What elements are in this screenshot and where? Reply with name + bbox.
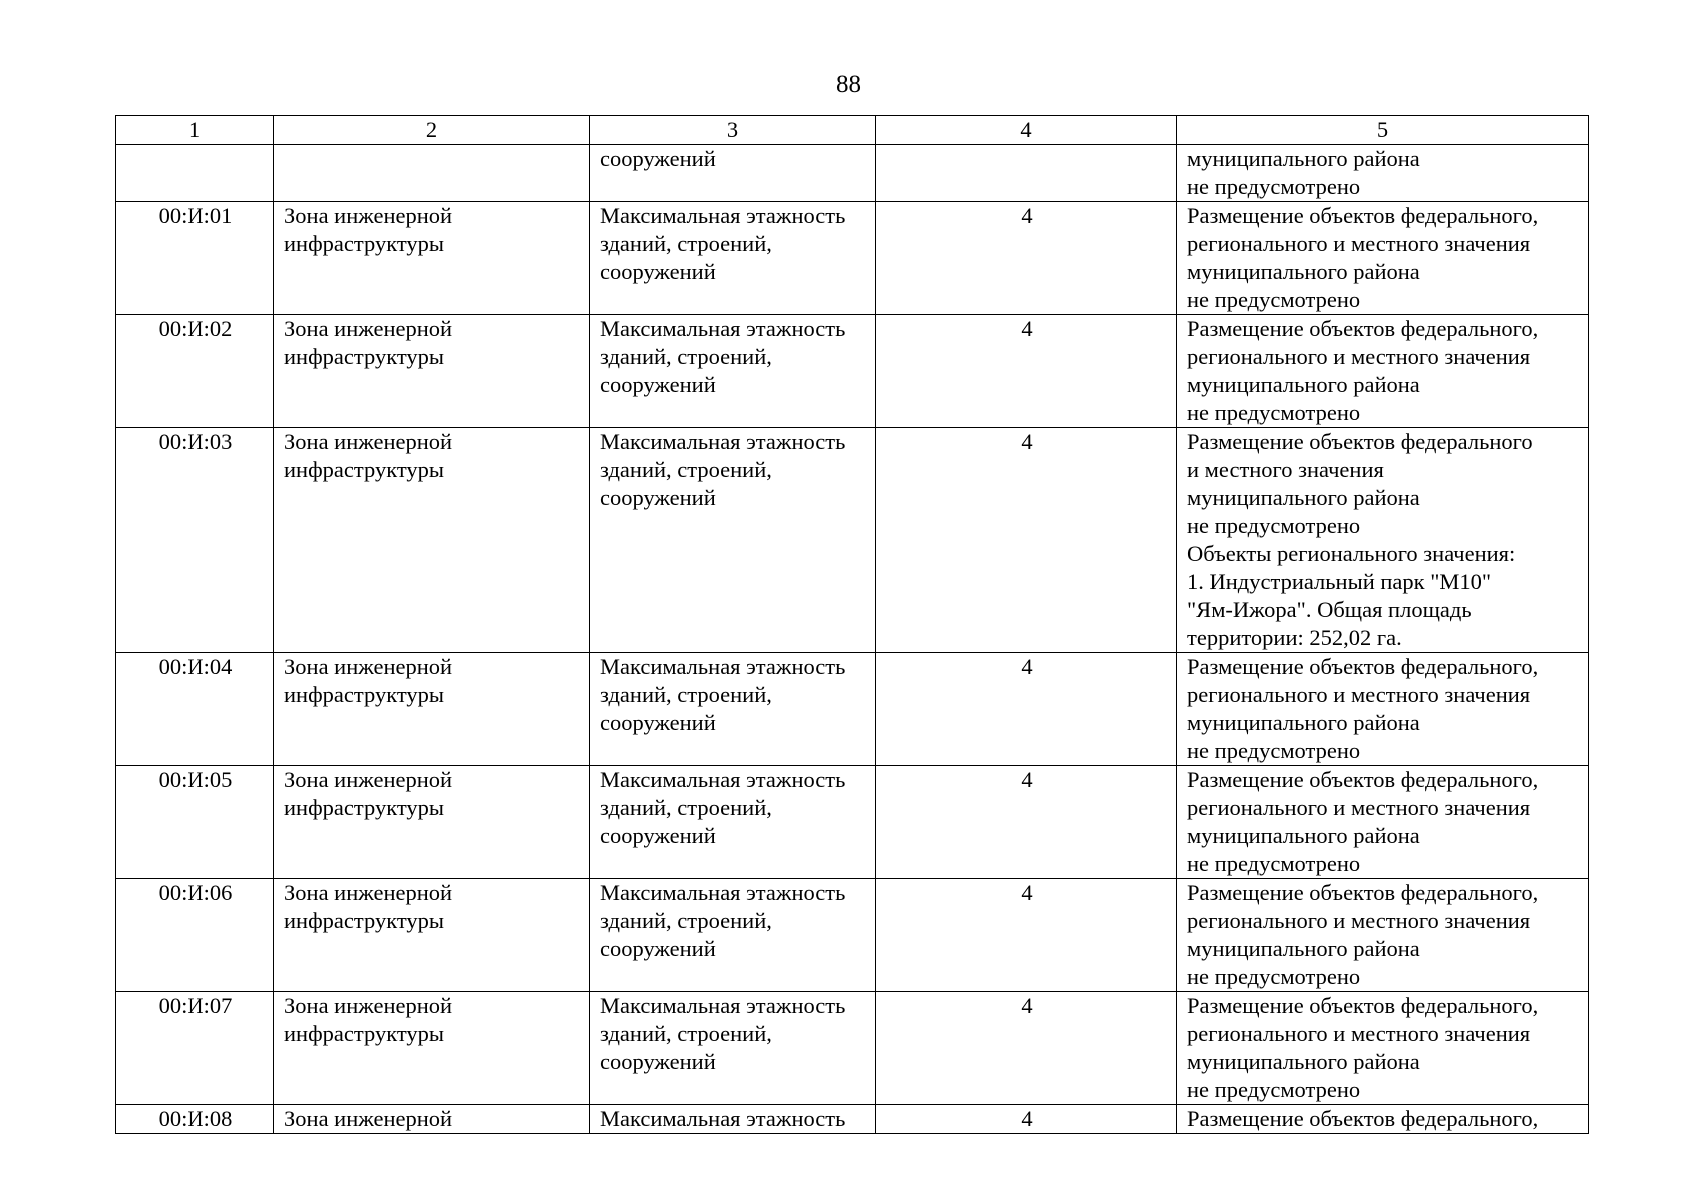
- cont-param-cell: сооружений: [590, 145, 876, 202]
- parameter-value: 4: [876, 879, 1177, 992]
- table-row: [116, 1105, 1589, 1134]
- zone-name: Зона инженерной инфраструктуры: [274, 653, 590, 766]
- parameter-name: Максимальная этажность зданий, строений, сооружений: [590, 428, 876, 653]
- parameter-name: Максимальная этажность зданий, строений, сооружений: [590, 766, 876, 879]
- objects-note: Размещение объектов федерального, регионального и местного значения муниципального района не предусмотрено: [1177, 315, 1589, 428]
- parameter-value: 4: [876, 653, 1177, 766]
- parameter-value: 4: [876, 992, 1177, 1105]
- zone-code: 00:И:02: [116, 315, 274, 428]
- table-row: [116, 992, 1589, 1105]
- zone-name: Зона инженерной инфраструктуры: [274, 202, 590, 315]
- page-number: 88: [836, 71, 861, 98]
- header-col-1: 1: [116, 116, 274, 145]
- cont-note-cell: муниципального района не предусмотрено: [1177, 145, 1589, 202]
- table-row: [116, 653, 1589, 766]
- objects-note: Размещение объектов федерального, регионального и местного значения муниципального района не предусмотрено: [1177, 202, 1589, 315]
- zone-code: 00:И:07: [116, 992, 274, 1105]
- zone-code: 00:И:05: [116, 766, 274, 879]
- objects-note: Размещение объектов федерального и местного значения муниципального района не предусмотрено Объекты регионального значения: 1. Индустриальный парк "М10" "Ям-Ижора". Общая площадь территории: 252,02 га.: [1177, 428, 1589, 653]
- zone-code: 00:И:06: [116, 879, 274, 992]
- table-row: [116, 428, 1589, 653]
- parameter-name: Максимальная этажность: [590, 1105, 876, 1134]
- parameter-name: Максимальная этажность зданий, строений, сооружений: [590, 653, 876, 766]
- parameter-value: 4: [876, 766, 1177, 879]
- header-col-4: 4: [876, 116, 1177, 145]
- zone-name: Зона инженерной инфраструктуры: [274, 428, 590, 653]
- zone-code: 00:И:08: [116, 1105, 274, 1134]
- zone-name: Зона инженерной инфраструктуры: [274, 766, 590, 879]
- parameter-name: Максимальная этажность зданий, строений, сооружений: [590, 992, 876, 1105]
- objects-note: Размещение объектов федерального, регионального и местного значения муниципального района не предусмотрено: [1177, 766, 1589, 879]
- header-col-2: 2: [274, 116, 590, 145]
- table-row: [116, 766, 1589, 879]
- parameter-name: Максимальная этажность зданий, строений, сооружений: [590, 879, 876, 992]
- objects-note: Размещение объектов федерального, регионального и местного значения муниципального района не предусмотрено: [1177, 879, 1589, 992]
- header-col-5: 5: [1177, 116, 1589, 145]
- parameter-value: 4: [876, 202, 1177, 315]
- objects-note: Размещение объектов федерального, регионального и местного значения муниципального района не предусмотрено: [1177, 653, 1589, 766]
- cont-zone-cell: [274, 145, 590, 202]
- zone-code: 00:И:03: [116, 428, 274, 653]
- header-col-3: 3: [590, 116, 876, 145]
- objects-note: Размещение объектов федерального, регионального и местного значения муниципального района не предусмотрено: [1177, 992, 1589, 1105]
- objects-note: Размещение объектов федерального,: [1177, 1105, 1589, 1134]
- continuation-row: [116, 145, 1589, 202]
- cont-code-cell: [116, 145, 274, 202]
- zone-name: Зона инженерной инфраструктуры: [274, 992, 590, 1105]
- table-row: [116, 879, 1589, 992]
- zone-name: Зона инженерной инфраструктуры: [274, 879, 590, 992]
- cont-value-cell: [876, 145, 1177, 202]
- parameter-name: Максимальная этажность зданий, строений, сооружений: [590, 315, 876, 428]
- parameter-value: 4: [876, 428, 1177, 653]
- zone-name: Зона инженерной: [274, 1105, 590, 1134]
- zone-code: 00:И:01: [116, 202, 274, 315]
- parameter-name: Максимальная этажность зданий, строений, сооружений: [590, 202, 876, 315]
- zone-name: Зона инженерной инфраструктуры: [274, 315, 590, 428]
- zone-code: 00:И:04: [116, 653, 274, 766]
- parameter-value: 4: [876, 1105, 1177, 1134]
- parameter-value: 4: [876, 315, 1177, 428]
- header-row: [116, 116, 1589, 145]
- table-row: [116, 202, 1589, 315]
- table-row: [116, 315, 1589, 428]
- zones-table: [115, 115, 1589, 1134]
